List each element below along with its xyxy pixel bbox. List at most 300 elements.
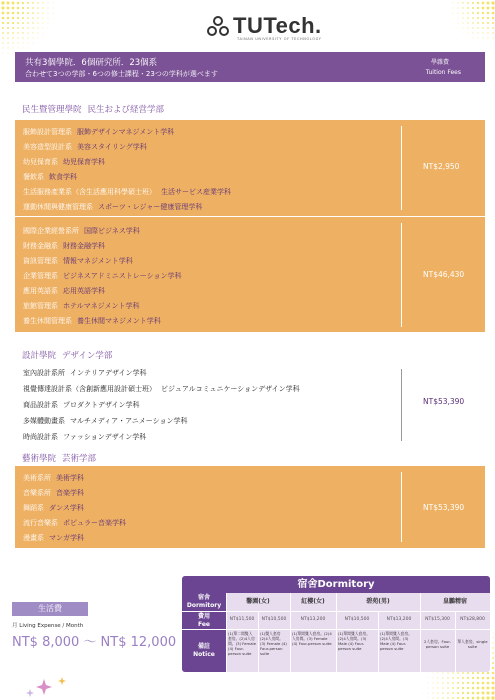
decorative-dot — [457, 692, 459, 694]
decorative-dot — [442, 692, 443, 693]
decorative-dot — [477, 2, 479, 4]
tuition-price: NT$53,390 — [423, 503, 465, 512]
decorative-dot — [486, 686, 489, 689]
decorative-dot — [22, 2, 24, 4]
department-group — [15, 466, 485, 548]
decorative-dot — [492, 22, 494, 24]
decorative-dot — [492, 672, 494, 674]
decorative-dot — [458, 13, 459, 14]
list-item: 音樂系所 音楽学科 — [23, 489, 84, 497]
decorative-dot — [442, 672, 443, 673]
living-expense-subtitle: 月 Living Expense / Month — [12, 623, 84, 629]
decorative-dot — [492, 662, 494, 664]
decorative-dot — [3, 53, 4, 54]
decorative-dot — [472, 682, 474, 684]
decorative-dot — [492, 652, 494, 654]
dormitory-title: 宿舍Dormitory — [182, 576, 490, 593]
decorative-dot — [452, 692, 454, 694]
decorative-dot — [468, 33, 469, 34]
decorative-dots-top-left — [0, 0, 70, 55]
decorative-dot — [423, 698, 424, 699]
living-expense-price: NT$ 8,000 ～ NT$ 12,000 — [12, 635, 177, 650]
list-item: 美容造型設計系 美容スタイリング学科 — [23, 143, 147, 151]
decorative-dot — [458, 23, 459, 24]
decorative-dot — [428, 693, 429, 694]
decorative-dot — [477, 17, 479, 19]
decorative-dot — [458, 18, 459, 19]
decorative-dot — [486, 696, 489, 699]
decorative-dot — [457, 7, 458, 8]
decorative-dot — [452, 697, 454, 699]
decorative-dot — [38, 38, 39, 39]
decorative-dot — [452, 677, 454, 679]
row-label-notice: 備註 Notice — [182, 629, 226, 672]
decorative-dot — [12, 32, 14, 34]
decorative-dot — [442, 697, 443, 698]
brand-tagline: TAINAN UNIVERSITY OF TECHNOLOGY — [237, 37, 322, 41]
decorative-dot — [472, 697, 475, 700]
decorative-dot — [32, 27, 33, 28]
decorative-dot — [487, 7, 490, 10]
decorative-dot — [17, 2, 20, 5]
decorative-dot — [477, 22, 479, 24]
decorative-dot — [27, 7, 29, 9]
decorative-dot — [477, 697, 480, 700]
decorative-dot — [7, 22, 9, 24]
decorative-dot — [467, 697, 469, 699]
decorative-dot — [447, 672, 448, 673]
decorative-dot — [13, 53, 14, 54]
decorative-dot — [6, 1, 9, 4]
decorative-dot — [37, 17, 38, 18]
decorative-dot — [428, 688, 429, 689]
department-group — [15, 120, 485, 216]
decorative-dot — [482, 672, 484, 674]
decorative-dot — [493, 633, 494, 634]
decorative-dot — [12, 12, 15, 15]
tuition-price: NT$53,390 — [423, 397, 465, 406]
decorative-dot — [481, 691, 484, 694]
decorative-dot — [477, 692, 480, 695]
decorative-dot — [53, 3, 54, 4]
decorative-dot — [8, 48, 9, 49]
decorative-dot — [22, 22, 24, 24]
decorative-dot — [2, 32, 4, 34]
living-expense-label: 生活費 — [12, 602, 88, 616]
decorative-dot — [482, 12, 484, 14]
decorative-dot — [482, 682, 485, 685]
decorative-dot — [462, 682, 464, 684]
decorative-dot — [17, 7, 20, 10]
decorative-dot — [452, 687, 454, 689]
decorative-dot — [491, 686, 494, 689]
decorative-dot — [22, 27, 24, 29]
decorative-dot — [491, 691, 494, 694]
decorative-dot — [43, 33, 44, 34]
decorative-dot — [467, 22, 468, 23]
decorative-dot — [8, 53, 9, 54]
decorative-dot — [491, 6, 494, 9]
dorm-column-header: 皇鵬精宿 — [442, 598, 467, 605]
decorative-dot — [37, 7, 39, 9]
decorative-dot — [487, 22, 489, 24]
decorative-dot — [477, 32, 478, 33]
decorative-dot — [487, 32, 488, 33]
dorm-fee: NT$13,200 — [300, 617, 326, 622]
summary-line-zh: 共有3個學院．6個研究所．23個系 — [25, 58, 158, 68]
decorative-dot — [27, 22, 29, 24]
decorative-dot — [487, 672, 489, 674]
decorative-dot — [472, 672, 474, 674]
decorative-dot — [452, 672, 454, 674]
decorative-dot — [22, 17, 24, 19]
list-item: 生活服務產業系（含生活應用科學碩士班） 生活サービス産業学科 — [23, 188, 231, 196]
decorative-dot — [17, 22, 19, 24]
decorative-dot — [477, 672, 479, 674]
logo-mark-icon — [205, 14, 231, 40]
decorative-dot — [38, 33, 39, 34]
dorm-note: (1)雙人套房(2)4人房間。(3) Female (4) Four-person suite — [260, 631, 287, 656]
decorative-dot — [478, 38, 479, 39]
dorm-fee: NT$28,800 — [460, 617, 485, 622]
decorative-dot — [472, 12, 474, 14]
decorative-dot — [472, 677, 474, 679]
decorative-dot — [428, 673, 429, 674]
list-item: 餐飲系 飲食学科 — [23, 173, 77, 181]
decorative-dot — [467, 692, 469, 694]
decorative-dot — [7, 12, 10, 15]
decorative-dot — [437, 687, 438, 688]
decorative-dot — [12, 17, 14, 19]
decorative-dot — [477, 7, 479, 9]
decorative-dot — [37, 2, 39, 4]
sparkle-icon — [22, 675, 82, 700]
decorative-dot — [22, 32, 23, 33]
dorm-note: (1)單二間雙人套房。(2)4人房間。(3) Female (4) Four-person suite — [228, 631, 256, 656]
decorative-dot — [27, 12, 29, 14]
decorative-dot — [486, 691, 489, 694]
decorative-dot — [462, 2, 463, 3]
decorative-dot — [447, 697, 449, 699]
list-item: 多媒體動畫系 マルチメディア・アニメーション学科 — [23, 417, 188, 425]
decorative-dot — [457, 672, 459, 674]
decorative-dot — [2, 22, 4, 24]
decorative-dot — [28, 48, 29, 49]
decorative-dot — [32, 17, 34, 19]
decorative-dot — [3, 48, 4, 49]
list-item: 流行音樂系 ポピュラー音楽学科 — [23, 519, 126, 527]
decorative-dot — [472, 692, 475, 695]
department-group — [15, 365, 485, 445]
decorative-dot — [482, 17, 484, 19]
decorative-dot — [462, 697, 464, 699]
decorative-dot — [457, 677, 459, 679]
college-title: 民生暨管理學院 民生および経営学部 — [22, 105, 165, 115]
decorative-dot — [453, 13, 454, 14]
decorative-dot — [437, 682, 438, 683]
decorative-dot — [43, 28, 44, 29]
decorative-dot — [463, 28, 464, 29]
tuition-price: NT$46,430 — [423, 270, 465, 279]
decorative-dot — [492, 12, 495, 15]
decorative-dot — [423, 693, 424, 694]
decorative-dot — [492, 32, 493, 33]
decorative-dot — [481, 696, 484, 699]
dorm-note: (1)單間雙人套房。(2)4人房間。(3) Male (4) Four-person suite — [380, 631, 412, 651]
department-group — [15, 217, 485, 332]
decorative-dot — [477, 27, 478, 28]
decorative-dot — [473, 33, 474, 34]
decorative-dot — [428, 698, 429, 699]
decorative-dot — [467, 672, 469, 674]
decorative-dot — [27, 2, 29, 4]
decorative-dots-top-right — [435, 0, 495, 40]
dorm-fee: NT$13,200 — [386, 617, 412, 622]
decorative-dot — [487, 27, 489, 29]
decorative-dot — [462, 17, 463, 18]
tuition-label-zh: 學雜費 — [430, 59, 449, 66]
decorative-dot — [12, 7, 15, 10]
decorative-dot — [482, 677, 485, 680]
decorative-dot — [428, 683, 429, 684]
decorative-dot — [2, 17, 5, 20]
dorm-note: 單人套房。single suite — [457, 639, 488, 649]
decorative-dot — [433, 698, 434, 699]
decorative-dot — [7, 42, 8, 43]
decorative-dot — [48, 13, 49, 14]
decorative-dot — [23, 48, 24, 49]
decorative-dot — [467, 12, 469, 14]
decorative-dot — [492, 17, 494, 19]
decorative-dot — [492, 677, 495, 680]
decorative-dot — [462, 672, 464, 674]
decorative-dot — [472, 2, 474, 4]
dorm-fee: NT$10,500 — [261, 617, 287, 622]
decorative-dot — [492, 667, 494, 669]
decorative-dot — [17, 27, 19, 29]
decorative-dot — [447, 677, 448, 678]
decorative-dot — [458, 28, 459, 29]
decorative-dot — [22, 7, 24, 9]
decorative-dot — [32, 7, 34, 9]
decorative-dot — [437, 677, 438, 678]
list-item: 漫畫系 マンガ学科 — [23, 534, 84, 542]
decorative-dot — [457, 697, 459, 699]
college-title: 藝術學院 芸術学部 — [22, 454, 97, 464]
decorative-dot — [32, 32, 33, 33]
decorative-dot — [457, 687, 459, 689]
decorative-dot — [482, 7, 485, 10]
dorm-column-header: 馨園(女) — [246, 598, 270, 605]
list-item: 養生休閒管理系 養生休閒マネジメント学科 — [23, 317, 161, 325]
list-item: 應用英語系 応用英語学科 — [23, 287, 105, 295]
decorative-dot — [48, 8, 49, 9]
decorative-dot — [453, 3, 454, 4]
decorative-dot — [48, 3, 49, 4]
decorative-dot — [42, 12, 43, 13]
decorative-dot — [17, 12, 19, 14]
decorative-dot — [43, 23, 44, 24]
decorative-dot — [487, 677, 490, 680]
list-item: 商品設計系 プロダクトデザイン学科 — [23, 401, 140, 409]
decorative-dot — [2, 42, 3, 43]
decorative-dot — [42, 7, 43, 8]
decorative-dot — [1, 1, 4, 4]
decorative-dot — [18, 48, 19, 49]
decorative-dot — [493, 638, 494, 639]
decorative-dot — [2, 27, 4, 29]
decorative-dot — [13, 48, 14, 49]
decorative-dot — [2, 37, 4, 39]
decorative-dot — [452, 682, 454, 684]
decorative-dot — [492, 37, 493, 38]
university-logo — [205, 13, 322, 44]
decorative-dot — [487, 37, 488, 38]
dorm-fee: NT$11,500 — [229, 617, 255, 622]
decorative-dot — [37, 22, 38, 23]
decorative-dot — [477, 677, 479, 679]
decorative-dot — [477, 12, 479, 14]
dorm-note: (1)單間雙人套房。(2)4人房間。(3) Male (4) Four-person suite — [338, 631, 370, 651]
tuition-label-en: Tuition Fees — [425, 69, 461, 76]
decorative-dot — [48, 23, 49, 24]
decorative-dot — [23, 43, 24, 44]
decorative-dot — [27, 17, 29, 19]
decorative-dot — [12, 22, 14, 24]
decorative-dot — [37, 12, 38, 13]
decorative-dot — [487, 682, 490, 685]
decorative-dot — [477, 687, 480, 690]
decorative-dot — [28, 43, 29, 44]
decorative-dot — [467, 17, 468, 18]
decorative-dot — [12, 37, 13, 38]
list-item: 企業管理系 ビジネスアドミニストレーション学科 — [23, 272, 182, 280]
decorative-dot — [467, 7, 469, 9]
decorative-dot — [32, 2, 34, 4]
list-item: 國際企業經營系所 国際ビジネス学科 — [23, 227, 140, 235]
decorative-dot — [12, 27, 14, 29]
list-item: 財務金融系 財務金融学科 — [23, 242, 105, 250]
decorative-dot — [467, 677, 469, 679]
list-item: 美術系所 美術学科 — [23, 474, 84, 482]
decorative-dot — [482, 687, 485, 690]
decorative-dot — [12, 2, 15, 5]
decorative-dot — [32, 22, 33, 23]
decorative-dot — [482, 2, 485, 5]
decorative-dot — [7, 37, 9, 39]
decorative-dot — [472, 7, 474, 9]
decorative-dot — [447, 692, 449, 694]
decorative-dot — [486, 1, 489, 4]
decorative-dot — [43, 38, 44, 39]
decorative-dot — [487, 17, 489, 19]
list-item: 資訊管理系 情報マネジメント学科 — [23, 257, 133, 265]
list-item: 舞蹈系 ダンス学科 — [23, 504, 84, 512]
list-item: 室內設計系所 インテリアデザイン学科 — [23, 369, 147, 377]
decorative-dot — [53, 18, 54, 19]
decorative-dot — [53, 13, 54, 14]
dorm-column-header: 碧苑(男) — [366, 598, 390, 605]
list-item: 時尚設計系 ファッションデザイン学科 — [23, 433, 147, 441]
brand-name: TUTech. — [233, 13, 322, 38]
summary-header — [15, 52, 485, 82]
decorative-dot — [472, 687, 475, 690]
decorative-dot — [27, 32, 28, 33]
decorative-dot — [17, 17, 19, 19]
decorative-dot — [2, 12, 5, 15]
decorative-dot — [42, 17, 43, 18]
decorative-dot — [453, 8, 454, 9]
decorative-dot — [32, 12, 34, 14]
decorative-dot — [437, 697, 438, 698]
decorative-dot — [491, 696, 494, 699]
decorative-dot — [433, 688, 434, 689]
decorative-dot — [467, 2, 469, 4]
decorative-dot — [37, 27, 38, 28]
decorative-dot — [462, 692, 464, 694]
row-label-dormitory: 宿舍 Dormitory — [182, 593, 226, 611]
decorative-dot — [463, 23, 464, 24]
decorative-dot — [433, 683, 434, 684]
decorative-dot — [447, 682, 449, 684]
list-item: 運動休閒與健康管理系 スポーツ・レジャー健康管理学科 — [23, 203, 203, 211]
decorative-dot — [423, 688, 424, 689]
decorative-dot — [433, 693, 434, 694]
list-item: 服飾設計管理系 服飾デザインマネジメント学科 — [23, 128, 175, 136]
row-label-fee: 費用 Fee — [182, 611, 226, 629]
decorative-dot — [482, 32, 483, 33]
decorative-dot — [472, 22, 473, 23]
dorm-fee: NT$10,500 — [344, 617, 370, 622]
decorative-dot — [487, 12, 490, 15]
decorative-dot — [462, 12, 463, 13]
decorative-dot — [492, 647, 493, 648]
list-item: 幼兒保育系 幼児保育学科 — [23, 158, 105, 166]
decorative-dot — [457, 682, 459, 684]
decorative-dot — [53, 8, 54, 9]
decorative-dot — [17, 37, 18, 38]
decorative-dot — [467, 687, 469, 689]
decorative-dot — [12, 42, 13, 43]
decorative-dot — [17, 32, 19, 34]
decorative-dot — [7, 32, 9, 34]
decorative-dot — [48, 18, 49, 19]
decorative-dot — [442, 682, 443, 683]
decorative-dot — [433, 673, 434, 674]
decorative-dot — [457, 2, 458, 3]
decorative-dot — [492, 27, 494, 29]
decorative-dot — [467, 27, 468, 28]
summary-line-ja: 合わせて3つの学部・6つの修士課程・23つの学科が選べます — [25, 70, 218, 78]
decorative-dot — [477, 682, 480, 685]
dorm-note: (1)單間雙人套房。(2)4人房間。(3) Female (4) Four-person suite — [292, 631, 332, 646]
decorative-dot — [462, 7, 463, 8]
decorative-dot — [463, 33, 464, 34]
decorative-dot — [33, 38, 34, 39]
decorative-dot — [442, 677, 443, 678]
tuition-price: NT$2,950 — [423, 162, 460, 171]
decorative-dot — [438, 673, 439, 674]
decorative-dot — [453, 18, 454, 19]
decorative-dot — [472, 27, 473, 28]
decorative-dot — [491, 1, 494, 4]
decorative-dot — [7, 17, 10, 20]
dorm-fee: NT$15,300 — [425, 617, 450, 622]
decorative-dot — [428, 678, 429, 679]
decorative-dot — [33, 43, 34, 44]
decorative-dot — [473, 38, 474, 39]
decorative-dot — [38, 43, 39, 44]
